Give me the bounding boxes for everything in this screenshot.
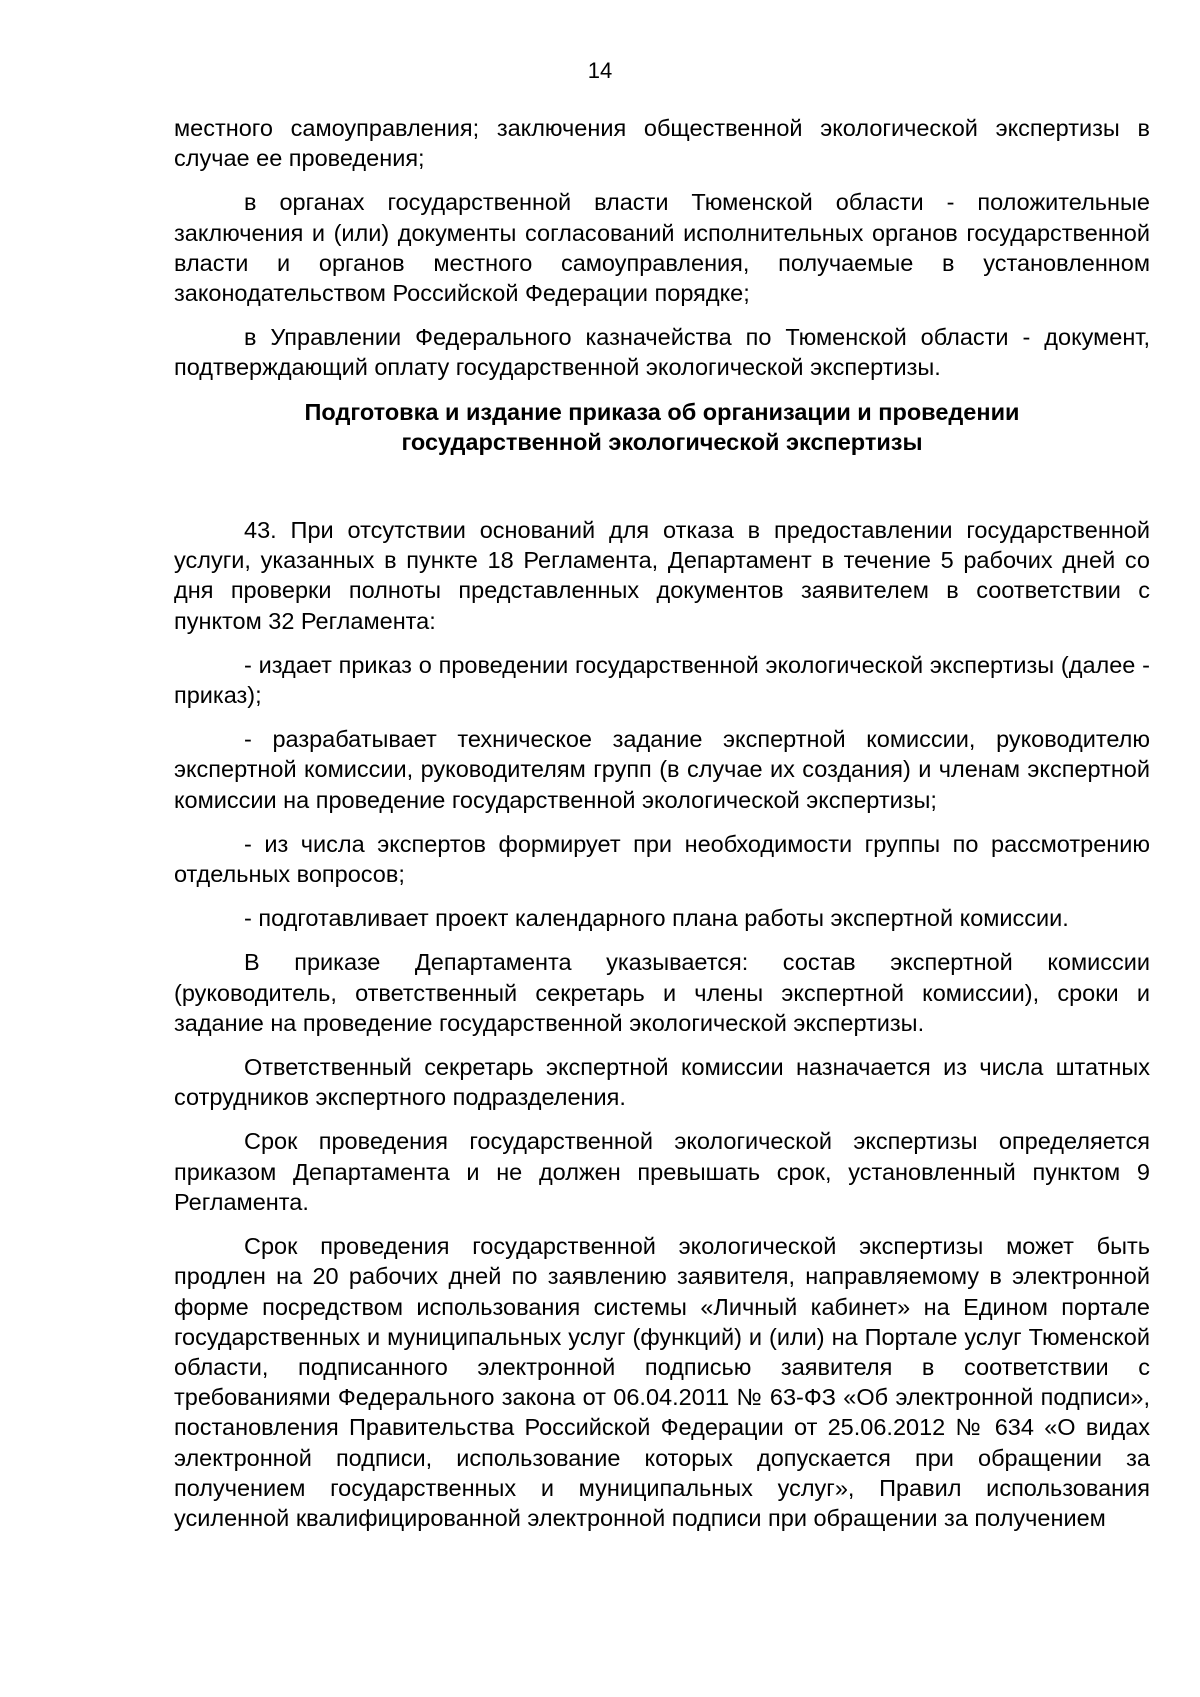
paragraph-secretary: Ответственный секретарь экспертной комиссии назначается из числа штатных сотрудников экспертного подразделения. xyxy=(174,1054,1150,1111)
paragraph-term: Срок проведения государственной экологической экспертизы определяется приказом Департамента и не должен превышать срок, установленный пунктом 9 Регламента. xyxy=(174,1128,1150,1215)
list-item-calendar-plan: - подготавливает проект календарного плана работы экспертной комиссии. xyxy=(244,905,1069,932)
section-heading-line-2: государственной экологической экспертизы xyxy=(401,428,923,455)
section-heading-line-1: Подготовка и издание приказа об организации и проведении xyxy=(304,398,1020,425)
section-heading xyxy=(174,397,1150,457)
list-item-order: - издает приказ о проведении государственной экологической экспертизы (далее - приказ); xyxy=(174,651,1150,709)
paragraph-term-extension: Срок проведения государственной экологической экспертизы может быть продлен на 20 рабочих дней по заявлению заявителя, направляемому в электронной форме посредством использования системы «Личный кабинет» на Едином портале государственных и муниципальных услуг (функций) и (или) на Портале услуг Тюменской области, подписанного электронной подписью заявителя в соответствии с требованиями Федерального закона от 06.04.2011 № 63-ФЗ «Об электронной подписи», постановления Правительства Российской Федерации от 25.06.2012 № 634 «О видах электронной подписи, использование которых допускается при обращении за получением государственных и муниципальных услуг», Правил использования усиленной квалифицированной электронной подписи при обращении за получением xyxy=(174,1233,1150,1531)
paragraph-regional-authorities: в органах государственной власти Тюменской области - положительные заключения и (или) документы согласований исполнительных органов государственной власти и органов местного самоуправления, получаемые в установленном законодательством Российской Федерации порядке; xyxy=(174,189,1150,307)
list-item-expert-groups: - из числа экспертов формирует при необходимости группы по рассмотрению отдельных вопросов; xyxy=(174,830,1150,888)
paragraph-continuation: местного самоуправления; заключения общественной экологической экспертизы в случае ее проведения; xyxy=(174,115,1150,172)
spacer xyxy=(174,471,1150,515)
document-body xyxy=(174,113,1150,1547)
list-item-technical-task: - разрабатывает техническое задание экспертной комиссии, руководителю экспертной комиссии, руководителям групп (в случае их создания) и членам экспертной комиссии на проведение государственной экологической экспертизы; xyxy=(174,726,1150,813)
page-number: 14 xyxy=(587,58,613,83)
paragraph-order-contents: В приказе Департамента указывается: состав экспертной комиссии (руководитель, ответственный секретарь и члены экспертной комиссии), сроки и задание на проведение государственной экологической экспертизы. xyxy=(174,949,1150,1036)
paragraph-item-43: 43. При отсутствии оснований для отказа в предоставлении государственной услуги, указанных в пункте 18 Регламента, Департамент в течение 5 рабочих дней со дня проверки полноты представленных документов заявителем в соответствии с пунктом 32 Регламента: xyxy=(174,517,1150,634)
paragraph-treasury: в Управлении Федерального казначейства по Тюменской области - документ, подтверждающий оплату государственной экологической экспертизы. xyxy=(174,324,1150,381)
